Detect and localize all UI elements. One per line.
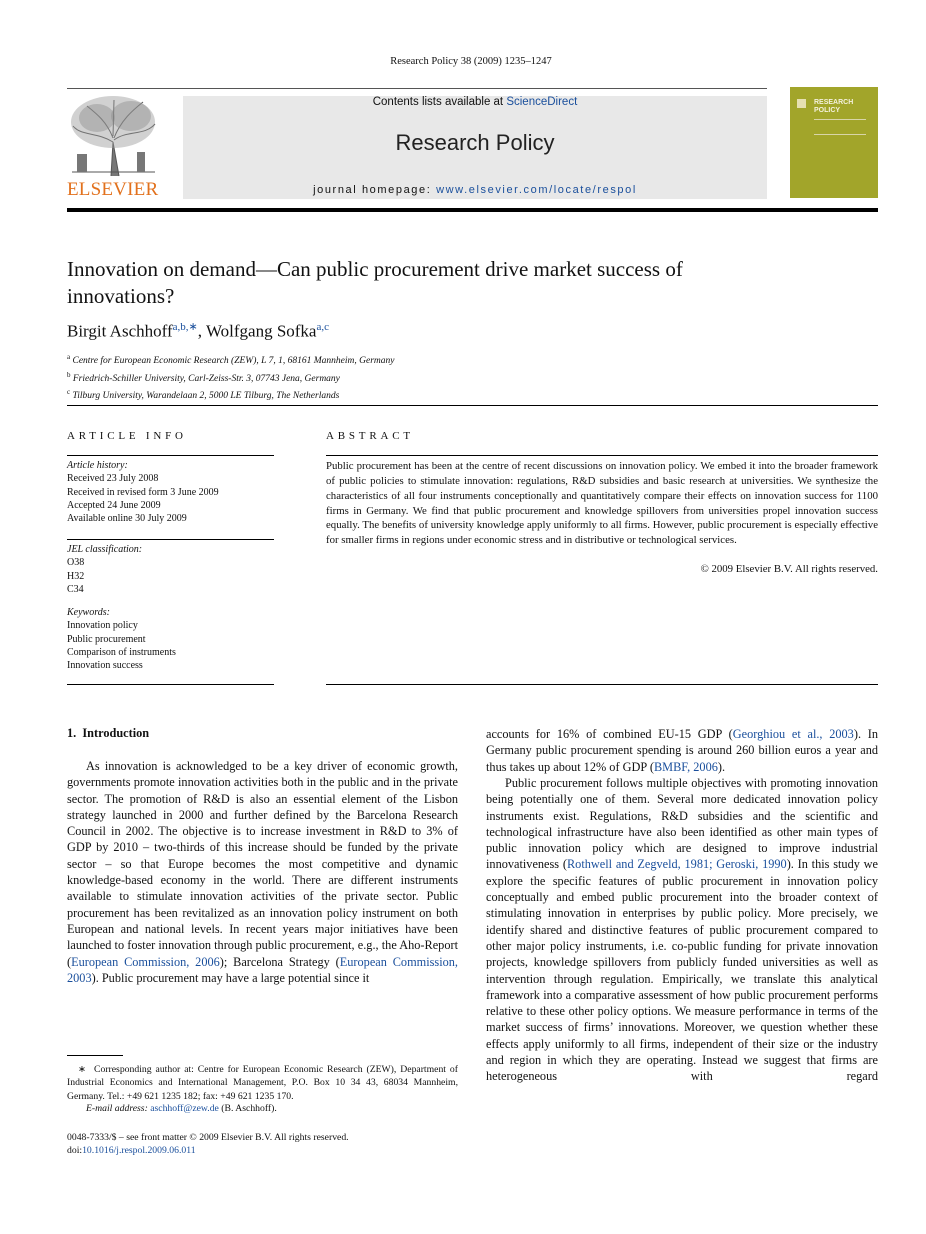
footer-issn: 0048-7333/$ – see front matter © 2009 Elsevier B.V. All rights reserved. <box>67 1132 349 1143</box>
cover-lines <box>814 119 866 135</box>
abstract-copyright: © 2009 Elsevier B.V. All rights reserved. <box>700 563 878 575</box>
keywords-label: Keywords: <box>67 607 110 618</box>
history-item: Available online 30 July 2009 <box>67 513 187 525</box>
section-heading-introduction: 1. Introduction <box>67 726 150 740</box>
citation-link[interactable]: Rothwell and Zegveld, 1981; Geroski, 1990 <box>566 857 787 872</box>
affiliations <box>67 351 394 404</box>
author-sup[interactable]: a,c <box>316 321 329 333</box>
journal-homepage <box>183 184 767 196</box>
jel-label: JEL classification: <box>67 544 143 555</box>
citation-link[interactable]: Georghiou et al., 2003 <box>732 727 854 741</box>
jel-classification <box>67 543 274 596</box>
intro-paragraph-1-continued: accounts for 16% of combined EU-15 GDP (Georghiou et al., 2003). In Germany public procurement spending is around 260 billion euros a year and thus takes up about 12% of GDP (BMBF, 2006). <box>486 727 878 774</box>
contents-prefix: Contents lists available at <box>372 96 507 108</box>
keyword: Comparison of instruments <box>67 646 176 658</box>
homepage-link[interactable]: www.elsevier.com/locate/respol <box>436 184 637 196</box>
authors: Birgit Aschhoff$^{a,b,∗}$, Wolfgang Sofka$^{a,c}$ <box>67 321 329 341</box>
jel-code: C34 <box>67 583 84 595</box>
doi-link[interactable]: 10.1016/j.respol.2009.06.011 <box>82 1145 196 1156</box>
history-rule <box>67 539 274 540</box>
article-info-heading: ARTICLE INFO <box>67 430 187 442</box>
journal-banner <box>183 96 767 199</box>
footnote-text: Corresponding author at: Centre for European Economic Research (ZEW), Department of Industrial Economics and International Management, P.O. Box 10 34 43, 68034 Mannheim, Germany. Tel.: +49 621 1235 182; fax: +49 621 1235 170. <box>67 1064 458 1102</box>
article-info-bottom-rule <box>67 684 274 685</box>
cover-mark <box>797 99 806 108</box>
header-rule <box>67 208 878 212</box>
article-history <box>67 459 274 525</box>
citation-link[interactable]: BMBF, 2006 <box>653 759 718 774</box>
cover-title: RESEARCH POLICY <box>814 99 854 114</box>
elsevier-logo[interactable] <box>67 92 160 202</box>
affiliation: $^b$ Friedrich-Schiller University, Carl-Zeiss-Str. 3, 07743 Jena, Germany <box>67 370 340 384</box>
abstract-text: Public procurement has been at the centre of recent discussions on innovation policy. We embed it into the broader framework of public policies to stimulate innovation: regulations, R&D subsidies and basic research at universities. We synthesize the characteristics of all four instruments conceptionally and quantitatively compare their effects on innovation success for 1100 firms in Germany. We find that public procurement and knowledge spillovers from universities propel innovation success equally. The benefits of university knowledge apply uniformly to all firms. However, public procurement is especially effective for smaller firms in regions under economic stress and in distributive or technological services. <box>326 460 878 547</box>
sciencedirect-link[interactable]: ScienceDirect <box>506 96 578 108</box>
history-label: Article history: <box>67 460 128 471</box>
history-item: Received in revised form 3 June 2009 <box>67 486 219 498</box>
abstract-rule <box>326 455 878 456</box>
footnote-email <box>86 1103 277 1114</box>
keyword: Innovation policy <box>67 620 138 632</box>
email-label: E-mail address: <box>86 1103 148 1114</box>
contents-line <box>183 96 767 108</box>
intro-paragraph-1: As innovation is acknowledged to be a key driver of economic growth, governments promote innovation activities both in the public and in the private sector. The promotion of R&D is also an essential element of the Lisbon strategy launched in 2000 and further defined by the Barcelona Research Council in 2002. The objective is to increase investment in R&D to 3% of GDP by 2010 – two-thirds of this increase should be funded by the private sector – so that Europe becomes the most competitive and dynamic knowledge-based economy in the world. There are different instruments available to stimulate innovation activities of the private sector. Public procurement has been revitalized as an innovation policy instrument on both European and national levels. In recent years major initiatives have been launched to foster innovation through public procurement, e.g., the Aho-Report (European Commission, 2006); Barcelona Strategy (European Commission, 2003). Public procurement may have a large potential since it <box>67 759 458 985</box>
footnote-mark: ∗ <box>78 1064 87 1075</box>
abstract-heading: ABSTRACT <box>326 430 414 442</box>
keyword: Innovation success <box>67 660 143 672</box>
elsevier-wordmark: ELSEVIER <box>67 179 159 200</box>
affiliation: $^c$ Tilburg University, Warandelaan 2, 5000 LE Tilburg, The Netherlands <box>67 388 340 402</box>
author-sup[interactable]: a,b,∗ <box>172 321 198 333</box>
doi-label: doi: <box>67 1145 83 1156</box>
email-suffix: (B. Aschhoff). <box>221 1103 277 1114</box>
jel-code: H32 <box>67 570 85 582</box>
history-item: Received 23 July 2008 <box>67 473 159 485</box>
banner-top-rule <box>67 88 767 89</box>
intro-paragraph-2: Public procurement follows multiple objectives with promoting innovation being potentially one of them. Several more dedicated innovation policy instruments exist. Regulations, R&D subsidies and the scientific and technological infrastructure have also been identified as other main types of public innovation policy which are designed to improve industrial innovativeness (Rothwell and Zegveld, 1981; Geroski, 1990). In this study we explore the specific features of public procurement in innovation policy conceptually and embed public procurement into the broader context of stimulating innovation in enterprises by public policy. More precisely, we identify shared and distinctive features of public procurement compared to other major policy instruments, i.e. co-public funding for private innovation projects, knowledge spillovers from publicly funded universities as well as intervention through regulation. Empirically, we translate this analytical framework into a comparative assessment of how public procurement performs relative to these other policy options. We measure performance in terms of the market success of firms’ innovations. Moreover, we question whether these effects apply uniformly to all firms, independent of their size or the industry and region in which they are operating. Instead we suggest that firms are heterogeneous with regard <box>486 776 878 1084</box>
footnote-rule <box>67 1055 123 1056</box>
abstract-bottom-rule <box>326 684 878 685</box>
citation-link[interactable]: European Commission, 2006 <box>71 954 220 969</box>
article-info-rule <box>67 455 274 456</box>
keyword: Public procurement <box>67 633 146 645</box>
author-name[interactable]: Wolfgang Sofka <box>205 321 317 341</box>
affiliation-rule <box>67 405 878 406</box>
tree-icon <box>67 92 160 178</box>
journal-cover[interactable] <box>790 87 878 198</box>
email-link[interactable]: aschhoff@zew.de <box>150 1103 219 1114</box>
footer-doi <box>67 1145 196 1156</box>
journal-title: Research Policy <box>395 130 555 155</box>
journal-citation: Research Policy 38 (2009) 1235–1247 <box>390 56 552 67</box>
homepage-prefix: journal homepage: <box>313 184 437 196</box>
history-item: Accepted 24 June 2009 <box>67 499 161 511</box>
author-name[interactable]: Birgit Aschhoff <box>67 321 173 341</box>
keywords <box>67 606 274 672</box>
footnote <box>67 1063 458 1103</box>
citation-link[interactable]: European Commission, 2003 <box>67 954 458 985</box>
jel-code: O38 <box>67 557 85 569</box>
article-title: Innovation on demand—Can public procurement drive market success of innovations? <box>67 257 683 308</box>
affiliation: $^a$ Centre for European Economic Research (ZEW), L 7, 1, 68161 Mannheim, Germany <box>67 353 395 367</box>
